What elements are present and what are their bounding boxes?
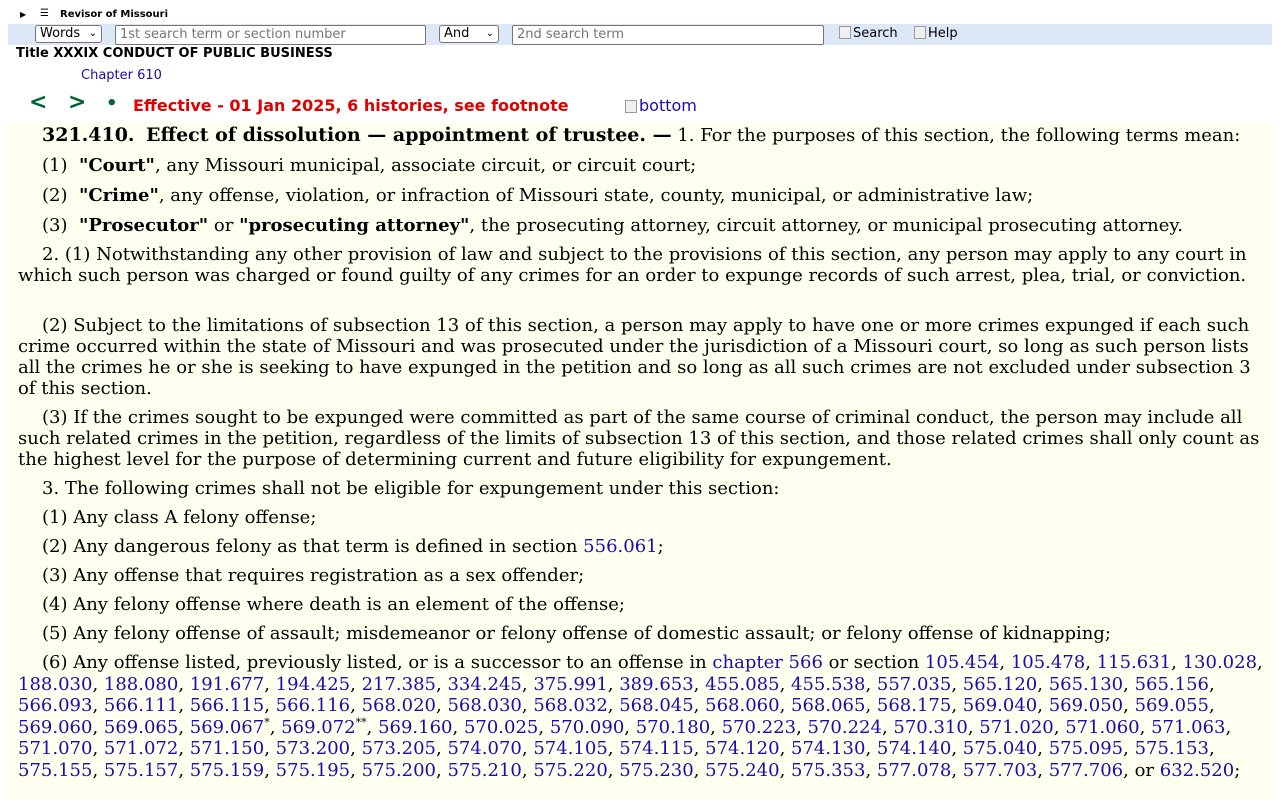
section-link[interactable]: 568.030 bbox=[447, 695, 522, 716]
section-link[interactable]: 577.078 bbox=[876, 759, 952, 781]
def-num: (1) bbox=[42, 155, 68, 176]
section-link[interactable]: 570.090 bbox=[549, 716, 625, 738]
section-link[interactable]: 571.072 bbox=[103, 738, 179, 759]
section-link[interactable]: 566.111 bbox=[103, 695, 179, 716]
section-link[interactable]: 573.200 bbox=[275, 738, 351, 759]
section-link[interactable]: 455.538 bbox=[791, 673, 866, 695]
search-operator-value: And bbox=[444, 26, 470, 41]
section-link[interactable]: 571.150 bbox=[189, 738, 265, 759]
section-link[interactable]: 565.156 bbox=[1134, 673, 1210, 695]
section-link[interactable]: 217.385 bbox=[361, 673, 436, 695]
section-link[interactable]: 575.040 bbox=[962, 738, 1038, 759]
section-link[interactable]: 334.245 bbox=[447, 673, 522, 695]
section-link[interactable]: 571.020 bbox=[979, 716, 1054, 738]
section-link[interactable]: 557.035 bbox=[876, 673, 952, 695]
definition-crime bbox=[18, 185, 1280, 206]
effective-date-link[interactable]: Effective - 01 Jan 2025, 6 histories, see footnote bbox=[133, 96, 569, 115]
section-link[interactable]: 575.240 bbox=[705, 759, 780, 781]
statute-text bbox=[8, 122, 1272, 800]
section-link[interactable]: 577.703 bbox=[962, 759, 1038, 781]
bottom-link[interactable] bbox=[625, 96, 697, 115]
section-link[interactable]: 191.677 bbox=[189, 673, 265, 695]
section-link[interactable]: 569.040 bbox=[962, 695, 1038, 716]
section-link[interactable]: 570.180 bbox=[635, 716, 711, 738]
def-term: "prosecuting attorney" bbox=[239, 215, 470, 236]
menu-icon[interactable]: ☰ bbox=[40, 8, 49, 19]
section-link[interactable]: 575.353 bbox=[791, 759, 866, 781]
site-title[interactable]: Revisor of Missouri bbox=[60, 9, 168, 20]
search-term-2-input[interactable] bbox=[512, 25, 824, 45]
section-link[interactable]: 194.425 bbox=[275, 673, 351, 695]
next-section-button[interactable]: > bbox=[68, 90, 87, 115]
section-link[interactable]: 570.224 bbox=[807, 716, 882, 738]
section-link[interactable]: 570.223 bbox=[721, 716, 797, 738]
section-link[interactable]: 575.195 bbox=[275, 759, 351, 781]
section-link[interactable]: 566.116 bbox=[275, 695, 351, 716]
subsection-2-2: (2) Subject to the limitations of subsection 13 of this section, a person may apply to have one or more crimes expunged if each such crime occurred within the state of Missouri and was prosecuted under the jurisdiction of a Missouri court, so long as such person lists all the crimes he or she is seeking to have expunged in the petition and so long as all such crimes are not excluded under subsection 3 of this section. bbox=[18, 315, 1251, 399]
section-link[interactable]: 569.067 bbox=[189, 716, 265, 738]
section-link[interactable]: 575.095 bbox=[1048, 738, 1124, 759]
section-link[interactable]: 569.050 bbox=[1048, 695, 1124, 716]
section-link[interactable]: 565.120 bbox=[962, 673, 1038, 695]
section-link[interactable]: 455.085 bbox=[705, 673, 780, 695]
section-link[interactable]: 574.130 bbox=[791, 738, 866, 759]
section-link[interactable]: 575.210 bbox=[447, 759, 522, 781]
section-link[interactable]: 568.060 bbox=[705, 695, 780, 716]
search-term-1-placeholder: 1st search term or section number bbox=[120, 27, 346, 42]
section-link[interactable]: 188.030 bbox=[18, 673, 93, 695]
chevron-down-icon: ⌄ bbox=[485, 28, 494, 39]
def-text: , any Missouri municipal, associate circuit, or circuit court; bbox=[154, 155, 697, 176]
section-link[interactable]: 569.055 bbox=[1134, 695, 1210, 716]
search-button-label: Search bbox=[853, 26, 898, 41]
section-link[interactable]: 571.070 bbox=[18, 738, 93, 759]
broken-image-icon bbox=[914, 26, 926, 39]
chapter-link[interactable]: Chapter 610 bbox=[81, 68, 162, 83]
title-breadcrumb: Title XXXIX CONDUCT OF PUBLIC BUSINESS bbox=[16, 46, 333, 61]
definition-court bbox=[18, 155, 1280, 176]
section-link[interactable]: 188.080 bbox=[103, 673, 179, 695]
section-link[interactable]: 574.120 bbox=[705, 738, 780, 759]
subsection-3-5: (5) Any felony offense of assault; misdemeanor or felony offense of domestic assault; or felony offense of kidnapping; bbox=[42, 623, 1111, 644]
section-link[interactable]: 570.025 bbox=[463, 716, 539, 738]
section-number: 321.410. bbox=[42, 124, 135, 146]
section-link[interactable]: 130.028 bbox=[1182, 652, 1258, 673]
text: or section bbox=[822, 652, 925, 673]
section-link[interactable]: 105.454 bbox=[924, 652, 1000, 673]
search-mode-value: Words bbox=[40, 26, 81, 41]
section-heading: Effect of dissolution — appointment of trustee. — bbox=[146, 124, 672, 146]
section-link-556-061[interactable]: 556.061 bbox=[583, 536, 658, 557]
def-text: , the prosecuting attorney, circuit attorney, or municipal prosecuting attorney. bbox=[469, 215, 1183, 236]
section-link[interactable]: 568.020 bbox=[361, 695, 436, 716]
section-link[interactable]: 575.155 bbox=[18, 759, 93, 781]
section-heading-line bbox=[18, 125, 1280, 146]
search-term-1-input[interactable] bbox=[115, 25, 426, 45]
section-link[interactable]: 632.520 bbox=[1159, 759, 1235, 781]
section-link[interactable]: 105.478 bbox=[1010, 652, 1086, 673]
section-link[interactable]: 575.200 bbox=[361, 759, 436, 781]
subsection-3-6 bbox=[18, 652, 1270, 781]
search-bar bbox=[8, 24, 1272, 45]
section-link[interactable]: 575.153 bbox=[1134, 738, 1210, 759]
section-intro: 1. For the purposes of this section, the following terms mean: bbox=[677, 125, 1241, 146]
expand-triangle-icon[interactable]: ▶ bbox=[20, 10, 27, 19]
section-link[interactable]: 568.175 bbox=[876, 695, 952, 716]
section-link[interactable]: 573.205 bbox=[361, 738, 436, 759]
subsection-3-1: (1) Any class A felony offense; bbox=[42, 507, 317, 528]
section-link[interactable]: 574.140 bbox=[876, 738, 952, 759]
section-link[interactable]: 575.230 bbox=[619, 759, 694, 781]
definition-prosecutor bbox=[18, 215, 1280, 236]
footnote-marker: ** bbox=[355, 715, 367, 729]
chapter-566-link[interactable]: chapter 566 bbox=[712, 652, 823, 673]
subsection-3-4: (4) Any felony offense where death is an element of the offense; bbox=[42, 594, 625, 615]
subsection-3-2 bbox=[18, 536, 1280, 557]
broken-image-icon bbox=[625, 100, 637, 113]
section-link[interactable]: 569.072 bbox=[281, 716, 356, 738]
section-link[interactable]: 568.032 bbox=[533, 695, 608, 716]
section-link[interactable]: 570.310 bbox=[893, 716, 968, 738]
def-term: "Court" bbox=[78, 155, 155, 176]
footnote-marker: * bbox=[264, 715, 270, 729]
def-num: (2) bbox=[42, 185, 68, 206]
prev-section-button[interactable]: < bbox=[29, 90, 48, 115]
subsection-2-3: (3) If the crimes sought to be expunged were committed as part of the same course of criminal conduct, the person may include all such related crimes in the petition, regardless of the limits of subsection 13 of this section, and those related crimes shall only count as the highest level for the purpose of determining current and future eligibility for expungement. bbox=[18, 407, 1260, 470]
section-link[interactable]: 571.063 bbox=[1151, 716, 1226, 738]
subsection-2-1: 2. (1) Notwithstanding any other provision of law and subject to the provisions of this section, any person may apply to any court in which such person was charged or found guilty of any crimes for an order to expunge records of such arrest, plea, trial, or conviction. bbox=[18, 244, 1247, 286]
top-bar bbox=[0, 0, 1280, 24]
section-link[interactable]: 569.160 bbox=[378, 716, 453, 738]
section-link[interactable]: 569.065 bbox=[103, 716, 179, 738]
section-link-list: 105.454, 105.478, 115.631, 130.028, 188.030, 188.080, 191.677, 194.425, 217.385, 334.245, 375.991, 389.653, 455.085, 455.538, 557.035, 565.120, 565.130, 565.156, 566.093, 566.111, 566.115, 566.116, 568.020, 568.030, 568.032, 568.045, 568.060, 568.065, 568.175, 569.040, 569.050, 569.055, 569.060, 569.065, 569.067*, 569.072**, 569.160, 570.025, 570.090, 570.180, 570.223, 570.224, 570.310, 571.020, 571.060, 571.063, 571.070, 571.072, 571.150, 573.200, 573.205, 574.070, 574.105, 574.115, 574.120, 574.130, 574.140, 575.040, 575.095, 575.153, 575.155, 575.157, 575.159, 575.195, 575.200, 575.210, 575.220, 575.230, 575.240, 575.353, 577.078, 577.703, 577.706, or 632.520; bbox=[18, 652, 1263, 781]
text: or bbox=[1134, 759, 1160, 781]
section-link[interactable]: 375.991 bbox=[533, 673, 608, 695]
chevron-down-icon: ⌄ bbox=[88, 28, 97, 39]
text: (6) Any offense listed, previously listed, or is a successor to an offense in bbox=[42, 652, 713, 673]
def-term: "Crime" bbox=[78, 185, 159, 206]
section-link[interactable]: 575.159 bbox=[189, 759, 265, 781]
section-link[interactable]: 574.105 bbox=[533, 738, 608, 759]
bottom-link-label: bottom bbox=[639, 96, 697, 115]
section-link[interactable]: 568.045 bbox=[619, 695, 694, 716]
section-link[interactable]: 115.631 bbox=[1096, 652, 1172, 673]
text: ; bbox=[1234, 759, 1241, 781]
section-link[interactable]: 566.093 bbox=[18, 695, 93, 716]
section-link[interactable]: 575.220 bbox=[533, 759, 608, 781]
search-button[interactable] bbox=[839, 25, 898, 43]
section-link[interactable]: 565.130 bbox=[1048, 673, 1124, 695]
search-operator-select[interactable] bbox=[439, 25, 499, 43]
def-text: , any offense, violation, or infraction of Missouri state, county, municipal, or administrative law; bbox=[158, 185, 1034, 206]
def-num: (3) bbox=[42, 215, 68, 236]
section-link[interactable]: 566.115 bbox=[189, 695, 265, 716]
def-term: "Prosecutor" bbox=[78, 215, 209, 236]
section-link[interactable]: 574.115 bbox=[619, 738, 694, 759]
nav-dot[interactable]: • bbox=[106, 93, 118, 114]
text: (2) Any dangerous felony as that term is defined in section bbox=[42, 536, 584, 557]
section-link[interactable]: 574.070 bbox=[447, 738, 522, 759]
help-button-label: Help bbox=[928, 26, 958, 41]
broken-image-icon bbox=[839, 26, 851, 39]
section-link[interactable]: 389.653 bbox=[619, 673, 694, 695]
help-button[interactable] bbox=[914, 25, 958, 43]
search-term-2-placeholder: 2nd search term bbox=[517, 27, 625, 42]
def-or: or bbox=[208, 215, 240, 236]
section-link[interactable]: 577.706 bbox=[1048, 759, 1124, 781]
text: ; bbox=[657, 536, 664, 557]
section-link[interactable]: 571.060 bbox=[1065, 716, 1140, 738]
section-link[interactable]: 569.060 bbox=[18, 716, 93, 738]
search-mode-select[interactable] bbox=[35, 25, 102, 43]
section-link[interactable]: 568.065 bbox=[791, 695, 866, 716]
subsection-3: 3. The following crimes shall not be eligible for expungement under this section: bbox=[42, 478, 780, 499]
subsection-3-3: (3) Any offense that requires registration as a sex offender; bbox=[42, 565, 585, 586]
section-link[interactable]: 575.157 bbox=[103, 759, 179, 781]
